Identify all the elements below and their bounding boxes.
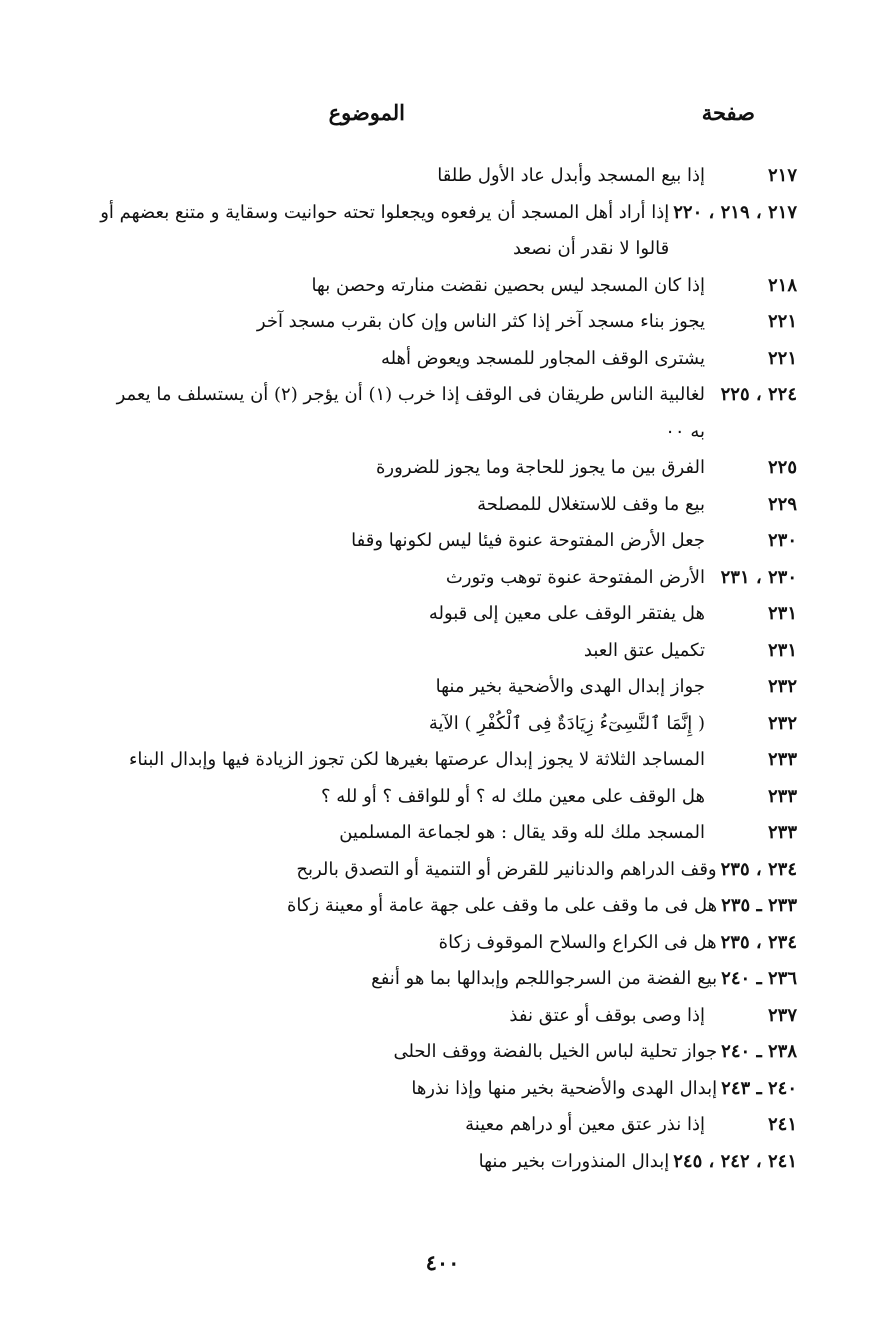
entry-pages: ٢٣٤ ، ٢٣٥ <box>720 931 797 953</box>
entry-pages: ٢٣٠ <box>767 530 797 551</box>
index-entry <box>97 195 797 268</box>
entry-text: الأرض المفتوحة عنوة توهب وتورث <box>445 566 705 588</box>
entry-pages: ٢٢٤ ، ٢٢٥ <box>720 384 797 405</box>
index-entry <box>97 779 797 816</box>
entry-pages: ٢٣٠ ، ٢٣١ <box>720 566 797 588</box>
entry-pages: ٢٣٨ ـ ٢٤٠ <box>721 1041 797 1062</box>
entry-text: جواز تحلية لباس الخيل بالفضة ووقف الحلى <box>393 1041 718 1062</box>
index-entry <box>97 925 797 962</box>
entry-pages: ٢٣٢ <box>767 712 797 734</box>
entry-text: إذا أراد أهل المسجد أن يرفعوه ويجعلوا تحته حوانيت وسقاية و متنع بعضهم أو قالوا لا نقدر أن نصعد <box>100 201 670 259</box>
entry-text: بيع الفضة من السرجواللجم وإبدالها بما هو أنفع <box>371 968 718 989</box>
entry-text: هل فى ما وقف على ما وقف على جهة عامة أو معينة زكاة <box>286 895 718 916</box>
entry-text: يشترى الوقف المجاور للمسجد ويعوض أهله <box>380 347 705 369</box>
entry-pages: ٢٢١ <box>767 311 797 332</box>
entry-text: هل الوقف على معين ملك له ؟ أو للواقف ؟ أو لله ؟ <box>321 785 705 807</box>
entry-pages: ٢٢٩ <box>767 493 797 515</box>
entry-text: هل يفتقر الوقف على معين إلى قبوله <box>428 603 705 624</box>
entry-text: وقف الدراهم والدنانير للقرض أو التنمية أو التصدق بالربح <box>296 858 717 880</box>
index-entry <box>97 815 797 852</box>
entry-text: الفرق بين ما يجوز للحاجة وما يجوز للضرورة <box>376 457 705 478</box>
entry-text: بيع ما وقف للاستغلال للمصلحة <box>477 493 705 515</box>
index-entry <box>97 158 797 195</box>
index-entry <box>97 888 797 925</box>
entry-pages: ٢٤١ <box>767 1114 797 1135</box>
index-entry <box>97 1034 797 1071</box>
index-entry <box>97 596 797 633</box>
entry-pages: ٢١٧ ، ٢١٩ ، ٢٢٠ <box>673 201 797 223</box>
entry-pages: ٢٢٥ <box>767 457 797 478</box>
entry-pages: ٢٤٠ ـ ٢٤٣ <box>721 1077 797 1099</box>
index-entry <box>97 669 797 706</box>
index-entry <box>97 1071 797 1108</box>
page-column-heading: صفحة <box>701 100 755 125</box>
entry-pages: ٢٣٣ ـ ٢٣٥ <box>721 895 797 916</box>
entry-text: إذا بيع المسجد وأبدل عاد الأول طلقا <box>437 165 705 186</box>
entry-text: إذا نذر عتق معين أو دراهم معينة <box>465 1114 705 1135</box>
index-entry <box>97 341 797 378</box>
index-entry <box>97 742 797 779</box>
entry-text: إبدال المنذورات بخير منها <box>478 1150 670 1172</box>
entry-pages: ٢٣٢ <box>767 676 797 697</box>
entry-text: لغالبية الناس طريقان فى الوقف إذا خرب (١) أن يؤجر (٢) أن يستسلف ما يعمر به ٠٠ <box>116 384 705 442</box>
page-number: ٤٠٠ <box>425 1250 460 1275</box>
entry-text: هل فى الكراع والسلاح الموقوف زكاة <box>438 931 717 953</box>
entry-pages: ٢٣٦ ـ ٢٤٠ <box>721 968 797 989</box>
index-entry <box>97 560 797 597</box>
index-entry <box>97 487 797 524</box>
index-entry <box>97 998 797 1035</box>
entry-text: المساجد الثلاثة لا يجوز إبدال عرصتها بغيرها لكن تجوز الزيادة فيها وإبدال البناء <box>128 749 705 770</box>
index-entry <box>97 961 797 998</box>
entry-pages: ٢٢١ <box>767 347 797 369</box>
index-entry <box>97 450 797 487</box>
entry-pages: ٢٣٣ <box>767 749 797 770</box>
entry-pages: ٢١٧ <box>767 165 797 186</box>
entry-text: إذا وصى بوقف أو عتق نفذ <box>509 1004 705 1026</box>
index-entry <box>97 852 797 889</box>
entry-pages: ٢٣١ <box>767 603 797 624</box>
entry-text: تكميل عتق العبد <box>583 639 705 661</box>
index-entry <box>97 268 797 305</box>
entry-pages: ٢٣٧ <box>767 1004 797 1026</box>
entry-pages: ٢٣٤ ، ٢٣٥ <box>720 858 797 880</box>
entry-pages: ٢٤١ ، ٢٤٢ ، ٢٤٥ <box>673 1150 797 1172</box>
entry-text: جعل الأرض المفتوحة عنوة فيئا ليس لكونها وقفا <box>351 530 705 551</box>
quranic-verse: ( إِنَّمَا ٱلنَّسِىٓءُ زِيَادَةٌ فِى ٱلْكُفْرِ ) الآية <box>428 712 705 734</box>
entry-text: إبدال الهدى والأضحية بخير منها وإذا نذرها <box>411 1077 718 1099</box>
entry-pages: ٢١٨ <box>767 274 797 296</box>
index-entry <box>97 633 797 670</box>
index-entry <box>97 523 797 560</box>
index-entry <box>97 1107 797 1144</box>
index-entry <box>97 377 797 450</box>
index-entry <box>97 706 797 743</box>
entry-text: المسجد ملك لله وقد يقال : هو لجماعة المسلمين <box>339 822 705 843</box>
entry-pages: ٢٣٣ <box>767 822 797 843</box>
index-entry <box>97 1144 797 1181</box>
entry-pages: ٢٣٣ <box>767 785 797 807</box>
table-header <box>0 100 885 132</box>
entry-pages: ٢٣١ <box>767 639 797 661</box>
entry-text: إذا كان المسجد ليس بحصين نقضت منارته وحصن بها <box>311 274 705 296</box>
index-entries <box>97 158 797 1180</box>
entry-text: يجوز بناء مسجد آخر إذا كثر الناس وإن كان بقرب مسجد آخر <box>256 311 705 332</box>
index-entry <box>97 304 797 341</box>
entry-text: جواز إبدال الهدى والأضحية بخير منها <box>435 676 705 697</box>
topic-column-heading: الموضوع <box>328 100 405 125</box>
